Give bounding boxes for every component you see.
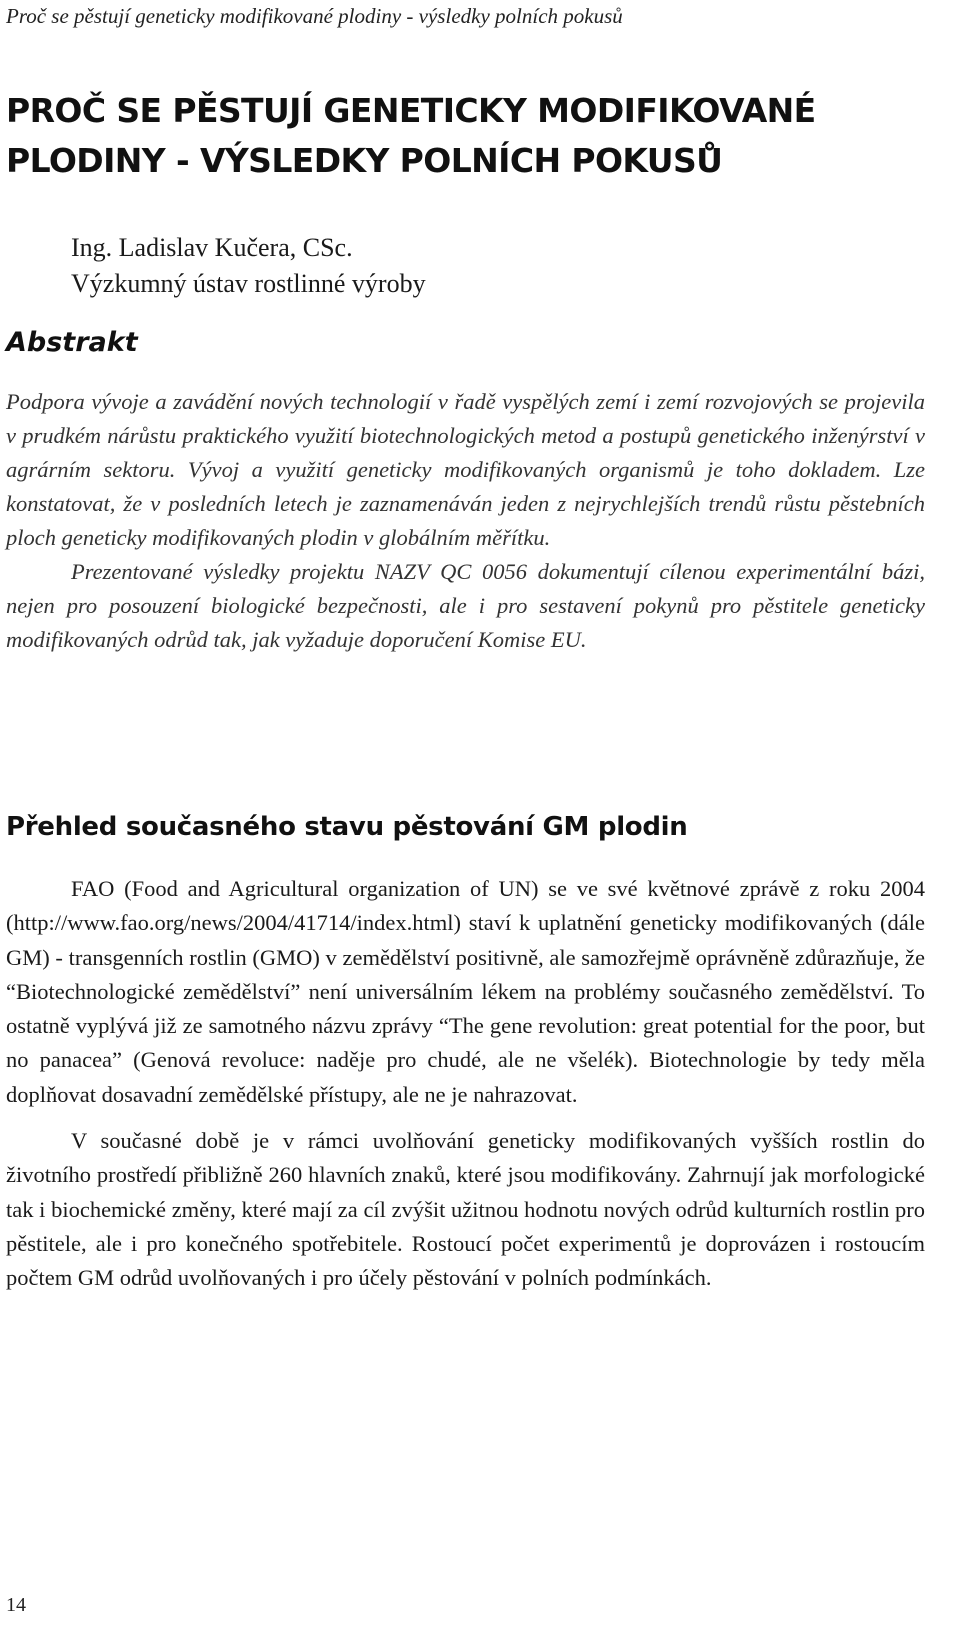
section-heading: Přehled současného stavu pěstování GM plodin <box>6 812 688 842</box>
abstract-heading: Abstrakt <box>6 327 138 358</box>
author-name: Ing. Ladislav Kučera, CSc. <box>71 233 353 262</box>
body-paragraph-2: V současné době je v rámci uvolňování geneticky modifikovaných vyšších rostlin do životního prostředí přibližně 260 hlavních znaků, které jsou modifikovány. Zahrnují jak morfologické tak i biochemické změny, které mají za cíl zvýšit užitnou hodnotu nových odrůd kulturních rostlin pro pěstitele, ale i pro konečného spotřebitele. Rostoucí počet experimentů je doprovázen i rostoucím počtem GM odrůd uvolňovaných i pro účely pěstování v polních podmínkách. <box>6 1128 925 1291</box>
title-line-1: PROČ SE PĚSTUJÍ GENETICKY MODIFIKOVANÉ <box>6 91 816 130</box>
abstract-body <box>6 385 925 657</box>
running-head: Proč se pěstují geneticky modifikované plodiny - výsledky polních pokusů <box>6 4 623 28</box>
abstract-paragraph-1: Podpora vývoje a zavádění nových technologií v řadě vyspělých zemí i zemí rozvojových se projevila v prudkém nárůstu praktického využití biotechnologických metod a postupů genetického inženýrství v agrárním sektoru. Vývoj a využití geneticky modifikovaných organismů je toho dokladem. Lze konstatovat, že v posledních letech je zaznamenáván jeden z nejrychlejších trendů růstu pěstebních ploch geneticky modifikovaných plodin v globálním měřítku. <box>6 389 925 550</box>
author-block <box>71 230 426 302</box>
title-line-2: PLODINY - VÝSLEDKY POLNÍCH POKUSŮ <box>6 141 723 180</box>
author-affiliation: Výzkumný ústav rostlinné výroby <box>71 269 426 298</box>
abstract-paragraph-2: Prezentované výsledky projektu NAZV QC 0056 dokumentují cílenou experimentální bázi, nejen pro posouzení biologické bezpečnosti, ale i pro sestavení pokynů pro pěstitele geneticky modifikovaných odrůd tak, jak vyžaduje doporučení Komise EU. <box>6 559 925 652</box>
page-number: 14 <box>6 1594 26 1616</box>
section-body <box>6 872 925 1296</box>
body-paragraph-1: FAO (Food and Agricultural organization of UN) se ve své květnové zprávě z roku 2004 (http://www.fao.org/news/2004/41714/index.html) staví k uplatnění geneticky modifikovaných (dále GM) - transgenních rostlin (GMO) v zemědělství positivně, ale samozřejmě oprávněně zdůrazňuje, že “Biotechnologické zemědělství” není universálním lékem na problémy současného zemědělství. To ostatně vyplývá již ze samotného názvu zprávy “The gene revolution: great potential for the poor, but no panacea” (Genová revoluce: naděje pro chudé, ale ne všelék). Biotechnologie by tedy měla doplňovat dosavadní zemědělské přístupy, ale ne je nahrazovat. <box>6 876 925 1107</box>
article-title <box>6 86 936 186</box>
